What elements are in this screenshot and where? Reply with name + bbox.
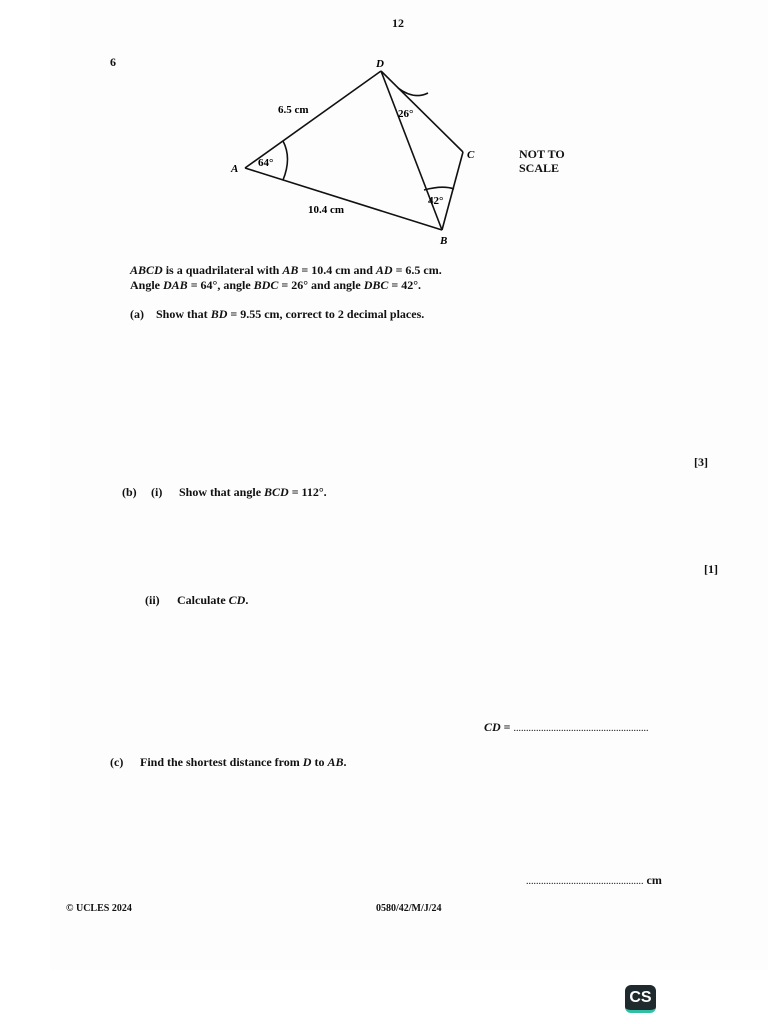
part-a-marks: [3] — [694, 455, 708, 469]
length-label-ab: 10.4 cm — [308, 204, 345, 216]
scale-note — [519, 147, 565, 175]
vertex-label-c: C — [467, 149, 475, 161]
part-b-label: (b) — [122, 485, 137, 499]
part-b-i-label: (i) — [151, 485, 163, 499]
distance-answer-line: ............................................... cm — [526, 873, 662, 887]
part-b-ii-label: (ii) — [145, 593, 160, 607]
part-b-i-question: Show that angle BCD = 112°. — [179, 485, 327, 499]
vertex-label-a: A — [231, 163, 239, 175]
vertex-label-d: D — [376, 58, 384, 70]
angle-label-bdc: 26° — [398, 108, 414, 120]
side-dc — [381, 71, 463, 152]
part-b-i-marks: [1] — [704, 562, 718, 576]
question-number: 6 — [110, 55, 116, 69]
vertex-label-b: B — [440, 235, 448, 247]
scale-note-line2: SCALE — [519, 161, 560, 175]
angle-arc-a — [283, 141, 288, 180]
part-c-label: (c) — [110, 755, 124, 769]
angle-arc-b — [424, 187, 454, 190]
camscanner-logo: CS — [625, 985, 656, 1013]
angle-arc-d — [398, 88, 428, 96]
intro-line-1: ABCD is a quadrilateral with AB = 10.4 cm and AD = 6.5 cm. — [130, 263, 442, 277]
page-number: 12 — [392, 16, 404, 30]
angle-label-dbc: 42° — [428, 195, 444, 207]
side-ab — [245, 168, 442, 230]
angle-label-dab: 64° — [258, 157, 274, 169]
side-cb — [442, 152, 463, 230]
scale-note-line1: NOT TO — [519, 147, 565, 161]
length-label-ad: 6.5 cm — [278, 104, 309, 116]
part-a-question: Show that BD = 9.55 cm, correct to 2 decimal places. — [156, 307, 425, 321]
intro-line-2: Angle DAB = 64°, angle BDC = 26° and angle DBC = 42°. — [130, 278, 422, 292]
footer-copyright: © UCLES 2024 — [66, 903, 132, 914]
footer-paper-code: 0580/42/M/J/24 — [376, 903, 442, 914]
part-a-label: (a) — [130, 307, 144, 321]
side-ad — [245, 71, 381, 168]
cd-answer-line: CD = ...................................................... — [484, 720, 649, 734]
part-c-question: Find the shortest distance from D to AB. — [140, 755, 347, 769]
quadrilateral-diagram — [0, 0, 768, 260]
part-b-ii-question: Calculate CD. — [177, 593, 249, 607]
